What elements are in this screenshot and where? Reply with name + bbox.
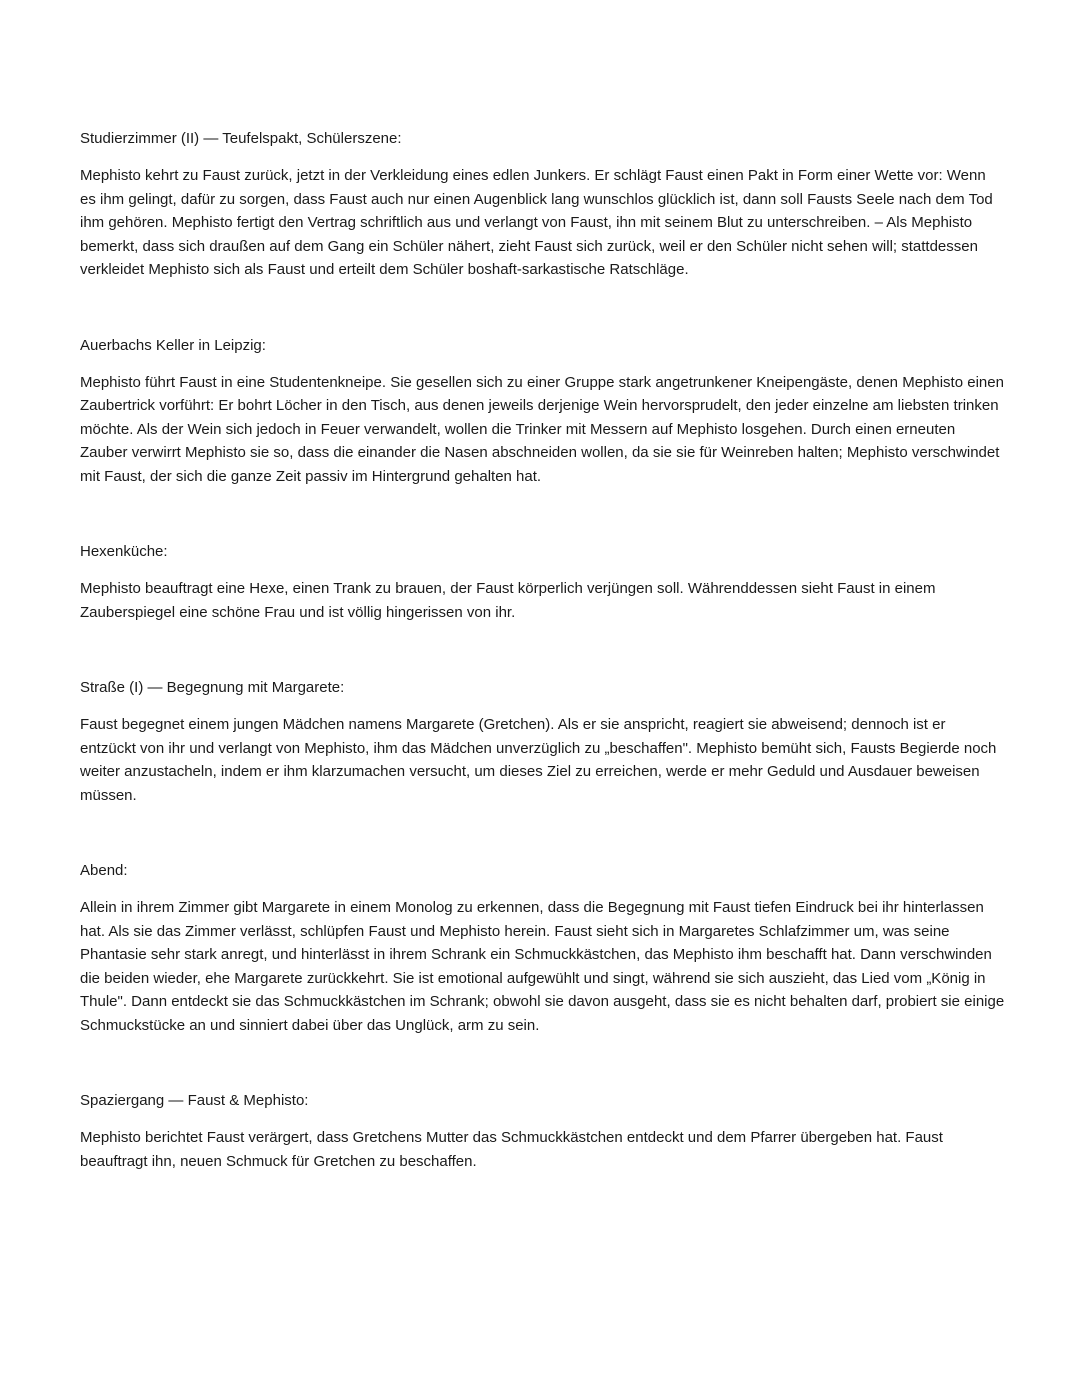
section-spacer [80,488,1005,540]
section-auerbachs-keller [80,334,1005,489]
section-text: Faust begegnet einem jungen Mädchen namens Margarete (Gretchen). Als er sie anspricht, reagiert sie abweisend; dennoch ist er entzückt von ihr und verlangt von Mephisto, ihm das Mädchen unverzüglich zu „beschaffen". Mephisto bemüht sich, Fausts Begierde noch weiter anzustacheln, indem er ihm klarzumachen versucht, um dieses Ziel zu erreichen, werde er mehr Geduld und Ausdauer beweisen müssen. [80,716,997,804]
section-spacer [80,1037,1005,1089]
document-page [80,127,1005,1173]
section-abend [80,859,1005,1037]
section-hexenkueche [80,540,1005,624]
section-text: Mephisto kehrt zu Faust zurück, jetzt in der Verkleidung eines edlen Junkers. Er schlägt Faust einen Pakt in Form einer Wette vor: Wenn es ihm gelingt, dafür zu sorgen, dass Faust auch nur einen Augenblick lang wunschlos glücklich ist, dann soll Fausts Seele nach dem Tod ihm gehören. Mephisto fertigt den Vertrag schriftlich aus und verlangt von Faust, ihn mit seinem Blut zu unterschreiben. – Als Mephisto bemerkt, dass sich draußen auf dem Gang ein Schüler nähert, zieht Faust sich zurück, weil er den Schüler nicht sehen will; stattdessen verkleidet Mephisto sich als Faust und erteilt dem Schüler boshaft-sarkastische Ratschläge. [80,167,993,278]
section-text: Mephisto beauftragt eine Hexe, einen Trank zu brauen, der Faust körperlich verjüngen soll. Währenddessen sieht Faust in einem Zauberspiegel eine schöne Frau und ist völlig hingerissen von ihr. [80,580,936,621]
section-heading: Spaziergang — Faust & Mephisto: [80,1092,309,1109]
section-heading: Abend: [80,862,128,879]
section-text: Allein in ihrem Zimmer gibt Margarete in einem Monolog zu erkennen, dass die Begegnung mit Faust tiefen Eindruck bei ihr hinterlassen hat. Als sie das Zimmer verlässt, schlüpfen Faust und Mephisto herein. Faust sieht sich in Margaretes Schlafzimmer um, was seine Phantasie sehr stark anregt, und hinterlässt in ihrem Schrank ein Schmuckkästchen, das Mephisto ihm beschafft hat. Dann verschwinden die beiden wieder, ehe Margarete zurückkehrt. Sie ist emotional aufgewühlt und singt, während sie sich auszieht, das Lied vom „König in Thule". Dann entdeckt sie das Schmuckkästchen im Schrank; obwohl sie davon ausgeht, dass sie es nicht behalten darf, probiert sie einige Schmuckstücke an und sinniert dabei über das Unglück, arm zu sein. [80,899,1005,1034]
section-heading: Studierzimmer (II) — Teufelspakt, Schülerszene: [80,130,402,147]
section-strasse [80,676,1005,807]
section-spacer [80,282,1005,334]
section-heading: Straße (I) — Begegnung mit Margarete: [80,679,345,696]
section-text: Mephisto führt Faust in eine Studentenkneipe. Sie gesellen sich zu einer Gruppe stark angetrunkener Kneipengäste, denen Mephisto einen Zaubertrick vorführt: Er bohrt Löcher in den Tisch, aus denen jeweils derjenige Wein hervorsprudelt, den jeder einzelne am liebsten trinken möchte. Als der Wein sich jedoch in Feuer verwandelt, wollen die Trinker mit Messern auf Mephisto losgehen. Durch einen erneuten Zauber verwirrt Mephisto sie so, dass die einander die Nasen abschneiden wollen, da sie sie für Weinreben halten; Mephisto verschwindet mit Faust, der sich die ganze Zeit passiv im Hintergrund gehalten hat. [80,373,1004,485]
section-spaziergang [80,1089,1005,1173]
section-spacer [80,624,1005,676]
section-heading: Hexenküche: [80,543,168,560]
section-text: Mephisto berichtet Faust verärgert, dass Gretchens Mutter das Schmuckkästchen entdeckt und dem Pfarrer übergeben hat. Faust beauftragt ihn, neuen Schmuck für Gretchen zu beschaffen. [80,1129,943,1170]
section-heading: Auerbachs Keller in Leipzig: [80,336,266,354]
section-spacer [80,807,1005,859]
section-studierzimmer [80,127,1005,282]
